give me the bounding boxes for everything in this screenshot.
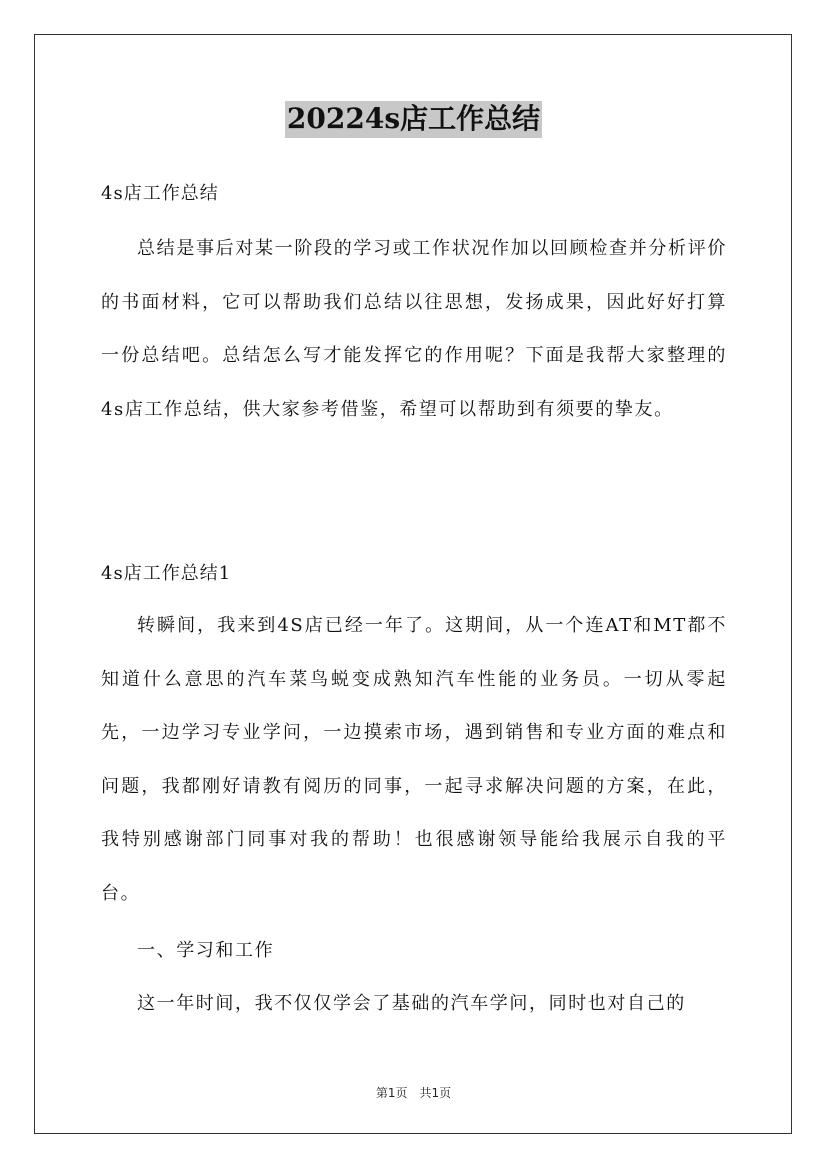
intro-heading: 4s店工作总结 [101,183,219,204]
section-1-paragraph: 转瞬间，我来到4S店已经一年了。这期间，从一个连AT和MT都不知道什么意思的汽车菜鸟蜕变成熟知汽车性能的业务员。一切从零起先，一边学习专业学问，一边摸索市场，遇到销售和专业方面的难点和问题，我都刚好请教有阅历的同事，一起寻求解决问题的方案，在此，我特别感谢部门同事对我的帮助！也很感谢领导能给我展示自我的平台。 [101,615,727,904]
document-title-text: 20224s店工作总结 [285,101,542,138]
subheading-1-paragraph: 这一年时间，我不仅仅学会了基础的汽车学问，同时也对自己的 [137,993,686,1014]
intro-paragraph: 总结是事后对某一阶段的学习或工作状况作加以回顾检查并分析评价的书面材料，它可以帮助我们总结以往思想，发扬成果，因此好好打算一份总结吧。总结怎么写才能发挥它的作用呢？下面是我帮大家整理的4s店工作总结，供大家参考借鉴，希望可以帮助到有须要的挚友。 [101,238,727,420]
subheading-learning-and-work: 一、学习和工作 [137,940,275,961]
section-1-heading: 4s店工作总结1 [101,563,232,584]
page-footer: 第1页 共1页 [375,1086,452,1100]
document-title [0,101,827,138]
